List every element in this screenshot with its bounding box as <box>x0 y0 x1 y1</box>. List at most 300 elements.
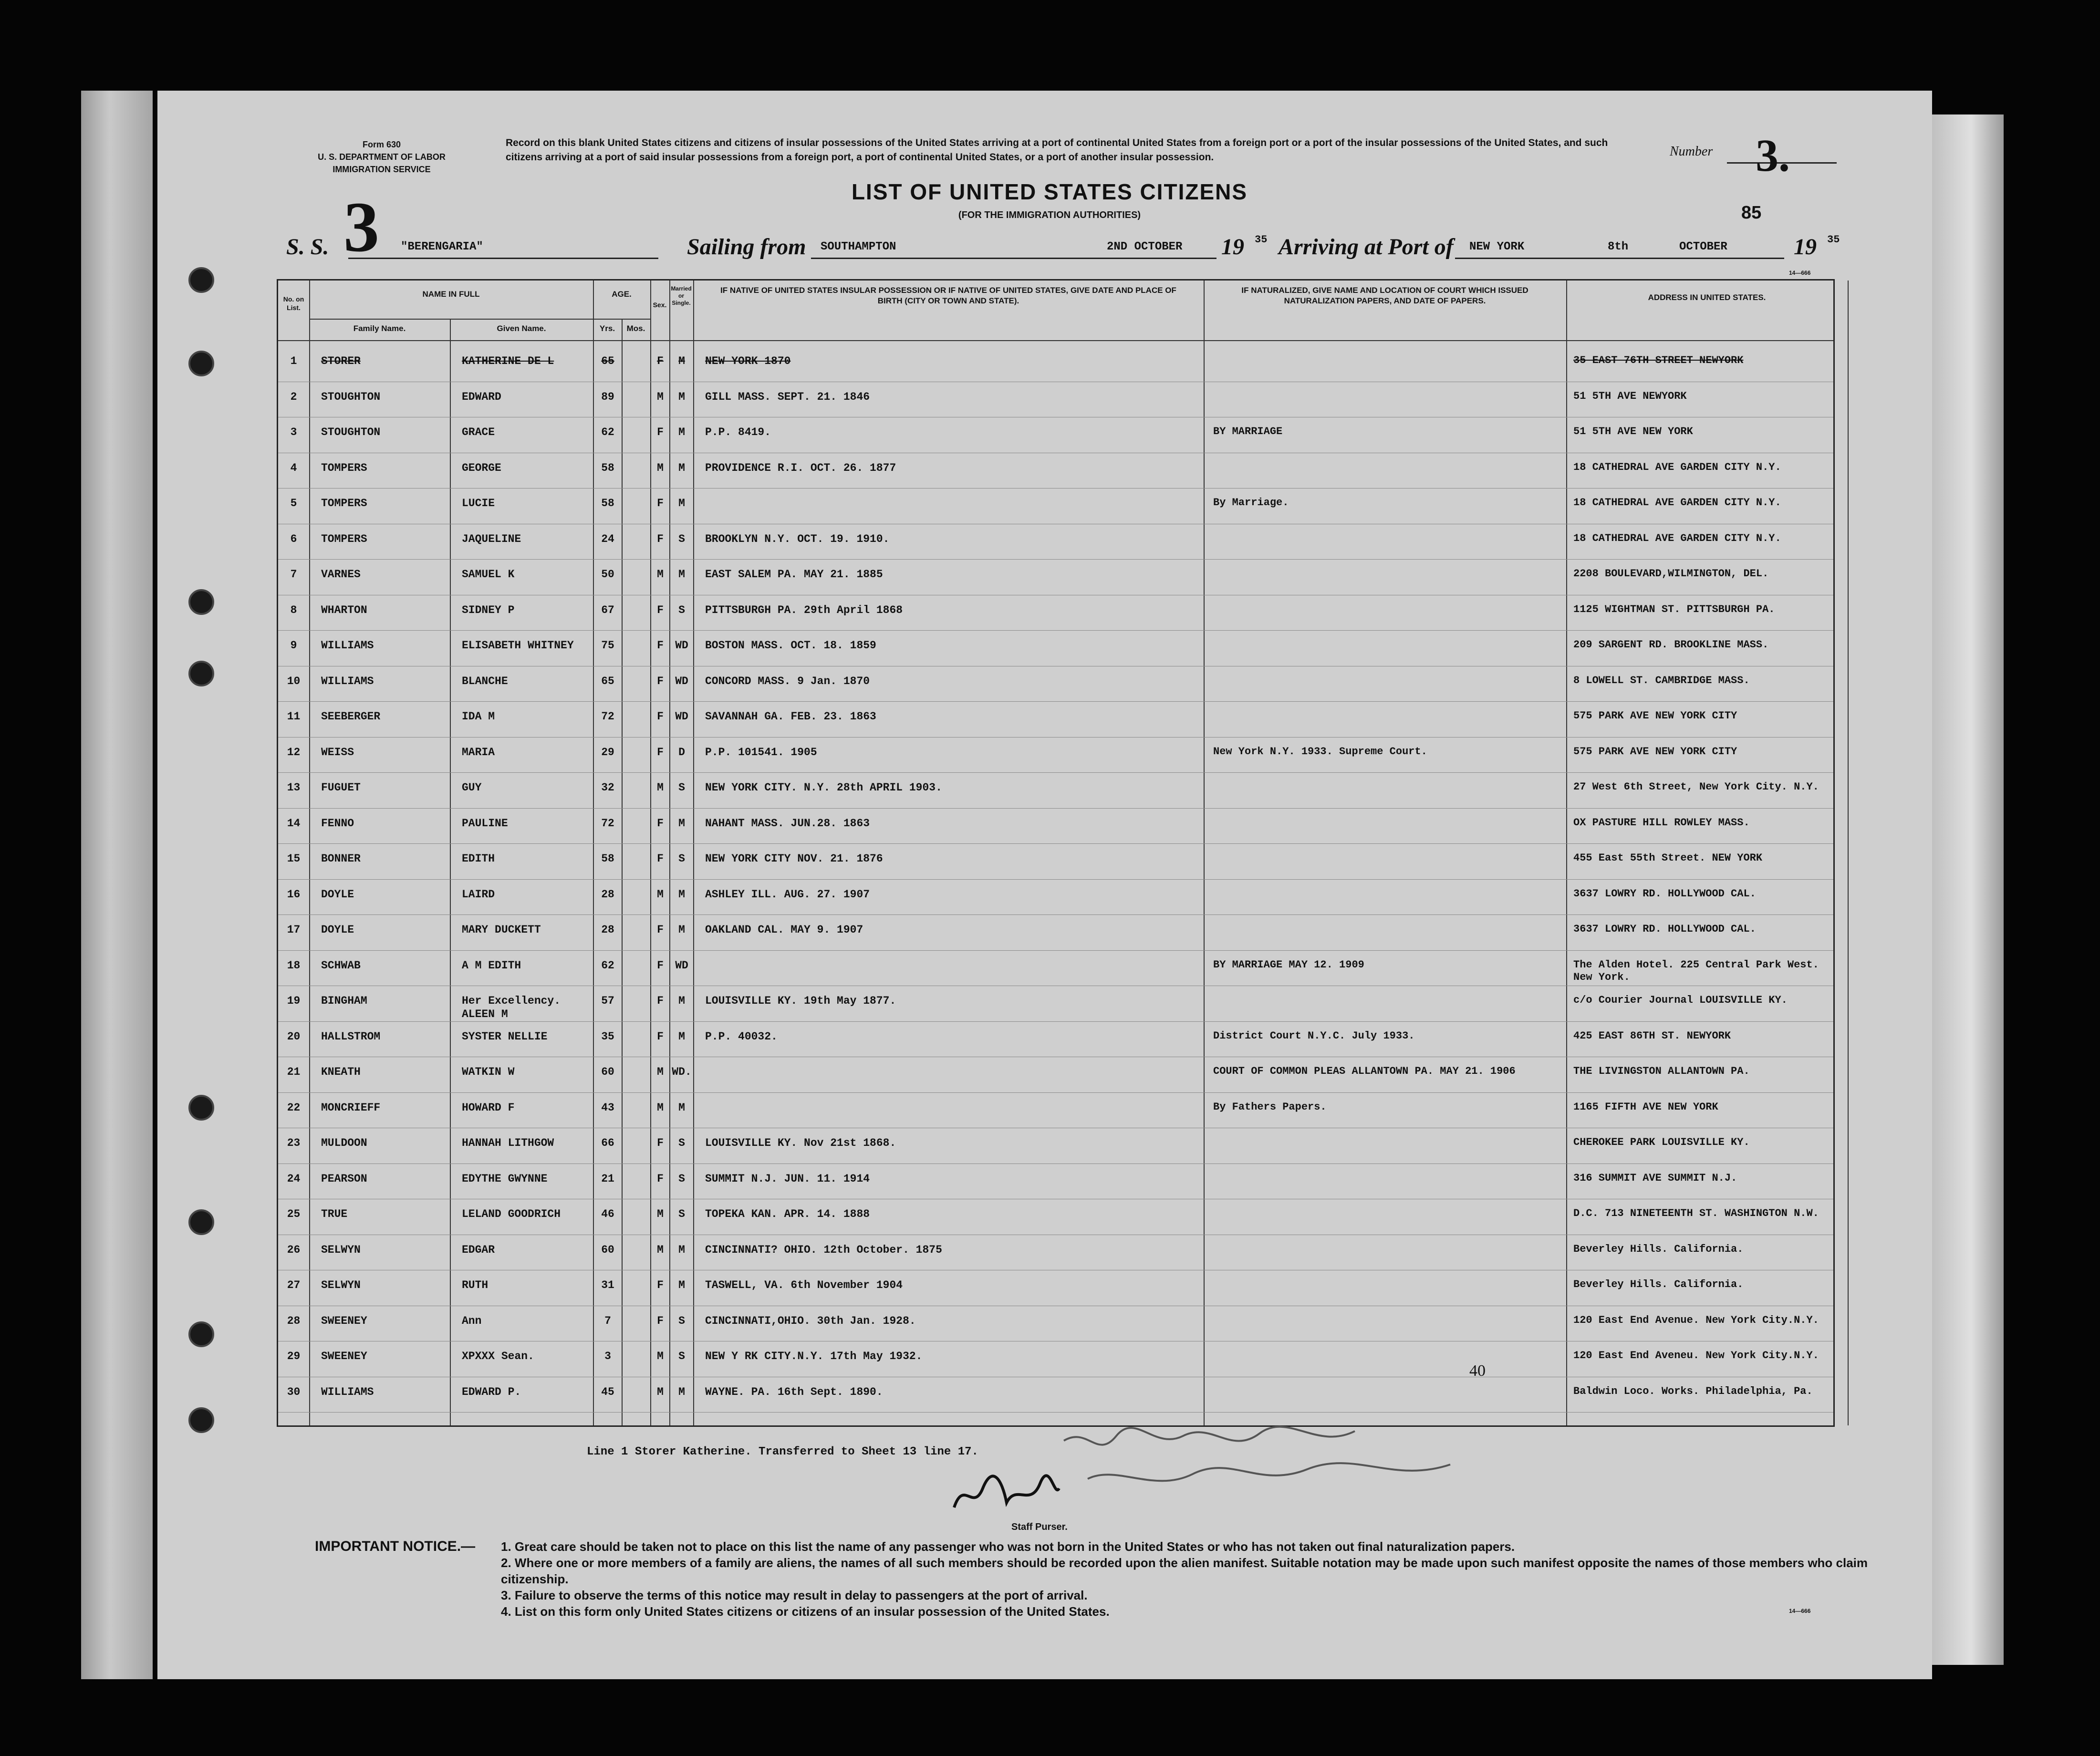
cell-given: LELAND GOODRICH <box>462 1208 561 1220</box>
col-marital: Married or Single. <box>671 285 692 306</box>
cell-birth: LOUISVILLE KY. Nov 21st 1868. <box>705 1137 896 1149</box>
cell-family: SELWYN <box>321 1243 361 1256</box>
binder-hole <box>188 1095 214 1121</box>
cell-sex: F <box>657 746 664 759</box>
cell-given: KATHERINE DE L <box>462 355 554 367</box>
col-no: No. on List. <box>283 295 304 312</box>
cell-addr: 35 EAST 76TH STREET NEWYORK <box>1573 354 1744 366</box>
cell-birth: P.P. 40032. <box>705 1030 778 1043</box>
ship-underline <box>348 258 658 259</box>
cell-yrs: 72 <box>601 817 614 830</box>
cell-yrs: 65 <box>601 675 614 687</box>
cell-addr: 3637 LOWRY RD. HOLLYWOOD CAL. <box>1573 887 1756 900</box>
cell-no: 18 <box>287 959 301 972</box>
cell-birth: CINCINNATI? OHIO. 12th October. 1875 <box>705 1243 942 1256</box>
cell-family: VARNES <box>321 568 361 581</box>
sailing-year: 35 <box>1255 234 1268 246</box>
binder-hole <box>188 1407 214 1433</box>
col-address: ADDRESS IN UNITED STATES. <box>1648 293 1766 302</box>
margin-mark: 40 <box>1469 1362 1486 1380</box>
cell-no: 25 <box>287 1208 301 1220</box>
cell-sex: F <box>657 355 664 367</box>
cell-yrs: 62 <box>601 959 614 972</box>
cell-no: 9 <box>290 639 297 652</box>
sailing-port-underline <box>811 258 1097 259</box>
cell-yrs: 65 <box>601 355 614 367</box>
cell-nat: New York N.Y. 1933. Supreme Court. <box>1213 745 1427 758</box>
cell-birth: GILL MASS. SEPT. 21. 1846 <box>705 390 870 403</box>
cell-ms: M <box>678 390 685 403</box>
print-code-top: 14—666 <box>1789 270 1811 276</box>
cell-ms: M <box>678 1243 685 1256</box>
row-rule <box>278 1412 1833 1413</box>
binder-hole <box>188 1209 214 1235</box>
cell-addr: 209 SARGENT RD. BROOKLINE MASS. <box>1573 639 1769 651</box>
service-name: IMMIGRATION SERVICE <box>333 165 431 174</box>
cell-ms: WD <box>675 710 688 723</box>
cell-yrs: 60 <box>601 1066 614 1078</box>
cell-sex: F <box>657 1030 664 1043</box>
cell-birth: NEW YORK CITY NOV. 21. 1876 <box>705 852 883 865</box>
cell-no: 21 <box>287 1066 301 1078</box>
cell-family: WEISS <box>321 746 354 759</box>
cell-no: 10 <box>287 675 301 687</box>
cell-no: 6 <box>290 532 297 545</box>
cell-birth: PITTSBURGH PA. 29th April 1868 <box>705 603 903 616</box>
cell-yrs: 62 <box>601 426 614 438</box>
cell-given: EDITH <box>462 852 495 865</box>
cell-given: RUTH <box>462 1279 489 1291</box>
binder-hole <box>188 661 214 686</box>
cell-addr: D.C. 713 NINETEENTH ST. WASHINGTON N.W. <box>1573 1207 1819 1219</box>
cell-yrs: 35 <box>601 1030 614 1043</box>
cell-sex: M <box>657 1385 664 1398</box>
row-rule <box>278 950 1833 951</box>
cell-sex: M <box>657 568 664 581</box>
cell-birth: CINCINNATI,OHIO. 30th Jan. 1928. <box>705 1314 916 1327</box>
cell-ms: S <box>678 852 685 865</box>
cell-family: DOYLE <box>321 888 354 901</box>
cell-sex: F <box>657 817 664 830</box>
cell-nat: BY MARRIAGE <box>1213 426 1283 437</box>
cell-addr: 1125 WIGHTMAN ST. PITTSBURGH PA. <box>1573 603 1775 615</box>
cell-yrs: 75 <box>601 639 614 652</box>
cell-birth: BROOKLYN N.Y. OCT. 19. 1910. <box>705 532 890 545</box>
page-title: LIST OF UNITED STATES CITIZENS <box>851 179 1248 204</box>
cell-given: IDA M <box>462 710 495 723</box>
cell-no: 19 <box>287 995 301 1007</box>
cell-given: MARIA <box>462 746 495 759</box>
cell-addr: 1165 FIFTH AVE NEW YORK <box>1573 1101 1718 1113</box>
handwritten-signature <box>1059 1422 1469 1503</box>
cell-sex: F <box>657 532 664 545</box>
cell-yrs: 43 <box>601 1101 614 1114</box>
cell-sex: F <box>657 959 664 972</box>
header-divider <box>278 340 1833 341</box>
arriving-year: 35 <box>1827 234 1840 246</box>
cell-yrs: 31 <box>601 1279 614 1291</box>
cell-birth: SAVANNAH GA. FEB. 23. 1863 <box>705 710 876 723</box>
cell-addr: 18 CATHEDRAL AVE GARDEN CITY N.Y. <box>1573 497 1781 509</box>
notice-item: 3. Failure to observe the terms of this notice may result in delay to passengers at the port of arrival. <box>501 1588 1088 1602</box>
cell-nat: District Court N.Y.C. July 1933. <box>1213 1029 1415 1042</box>
ship-name: "BERENGARIA" <box>401 240 483 253</box>
cell-given: SIDNEY P <box>462 603 515 616</box>
cell-ms: D <box>678 746 685 759</box>
cell-addr: 425 EAST 86TH ST. NEWYORK <box>1573 1029 1731 1042</box>
cell-birth: TASWELL, VA. 6th November 1904 <box>705 1279 903 1291</box>
cell-family: BONNER <box>321 852 361 865</box>
cell-yrs: 29 <box>601 746 614 759</box>
notice-item: 2. Where one or more members of a family are aliens, the names of all such members should be recorded upon the alien manifest. Suitable notation may be made upon such manifest opposite the names of those members who claim citizenship. <box>501 1556 1868 1586</box>
cell-addr: 455 East 55th Street. NEW YORK <box>1573 852 1763 864</box>
cell-birth: ASHLEY ILL. AUG. 27. 1907 <box>705 888 870 901</box>
cell-ms: M <box>678 355 685 367</box>
cell-ms: M <box>678 426 685 438</box>
cell-family: WILLIAMS <box>321 639 374 652</box>
cell-birth: NAHANT MASS. JUN.28. 1863 <box>705 817 870 830</box>
cell-yrs: 28 <box>601 888 614 901</box>
cell-ms: S <box>678 1137 685 1149</box>
cell-family: FUGUET <box>321 781 361 794</box>
cell-no: 14 <box>287 817 301 830</box>
cell-addr: 3637 LOWRY RD. HOLLYWOOD CAL. <box>1573 923 1756 935</box>
cell-family: STOUGHTON <box>321 426 381 438</box>
col-divider <box>450 319 451 1425</box>
cell-ms: M <box>678 817 685 830</box>
cell-ms: M <box>678 1030 685 1043</box>
cell-addr: 316 SUMMIT AVE SUMMIT N.J. <box>1573 1172 1737 1184</box>
cell-addr: OX PASTURE HILL ROWLEY MASS. <box>1573 816 1750 829</box>
cell-sex: F <box>657 1172 664 1185</box>
cell-yrs: 72 <box>601 710 614 723</box>
col-naturalized: IF NATURALIZED, GIVE NAME AND LOCATION OF COURT WHICH ISSUED NATURALIZATION PAPERS, AND DATE OF PAPERS. <box>1241 286 1528 305</box>
cell-addr: Beverley Hills. California. <box>1573 1243 1744 1255</box>
cell-no: 4 <box>290 461 297 474</box>
binder-hole <box>188 1321 214 1347</box>
cell-yrs: 21 <box>601 1172 614 1185</box>
cell-ms: S <box>678 1208 685 1220</box>
sailing-date: 2ND OCTOBER <box>1107 240 1183 253</box>
cell-yrs: 28 <box>601 924 614 936</box>
cell-yrs: 89 <box>601 390 614 403</box>
cell-family: MONCRIEFF <box>321 1101 381 1114</box>
cell-sex: F <box>657 639 664 652</box>
ss-label: S. S. <box>286 234 329 260</box>
cell-yrs: 67 <box>601 603 614 616</box>
row-rule <box>278 701 1833 702</box>
cell-no: 24 <box>287 1172 301 1185</box>
header-divider <box>309 319 650 320</box>
cell-sex: M <box>657 1243 664 1256</box>
binder-strip <box>81 91 153 1679</box>
cell-no: 23 <box>287 1137 301 1149</box>
transfer-footnote: Line 1 Storer Katherine. Transferred to Sheet 13 line 17. <box>587 1445 978 1458</box>
cell-no: 20 <box>287 1030 301 1043</box>
cell-addr: THE LIVINGSTON ALLANTOWN PA. <box>1573 1065 1750 1077</box>
cell-family: STOUGHTON <box>321 390 381 403</box>
number-label: Number <box>1670 144 1713 159</box>
cell-given: SAMUEL K <box>462 568 515 581</box>
cell-sex: M <box>657 1350 664 1362</box>
cell-ms: S <box>678 1314 685 1327</box>
cell-family: BINGHAM <box>321 995 367 1007</box>
cell-no: 15 <box>287 852 301 865</box>
cell-family: WILLIAMS <box>321 675 374 687</box>
cell-given: MARY DUCKETT <box>462 924 541 936</box>
cell-ms: M <box>678 1279 685 1291</box>
stamp-number: 85 <box>1741 203 1762 223</box>
cell-sex: F <box>657 603 664 616</box>
cell-sex: F <box>657 924 664 936</box>
cell-family: TOMPERS <box>321 497 367 509</box>
cell-nat: COURT OF COMMON PLEAS ALLANTOWN PA. MAY 21. 1906 <box>1213 1065 1516 1077</box>
arriving-underline <box>1455 258 1784 259</box>
cell-no: 30 <box>287 1385 301 1398</box>
cell-birth: WAYNE. PA. 16th Sept. 1890. <box>705 1385 883 1398</box>
cell-ms: WD <box>675 959 688 972</box>
arriving-year-prefix: 19 <box>1794 234 1817 260</box>
cell-sex: F <box>657 497 664 509</box>
cell-ms: WD <box>675 639 688 652</box>
cell-no: 27 <box>287 1279 301 1291</box>
cell-yrs: 58 <box>601 461 614 474</box>
cell-given: LAIRD <box>462 888 495 901</box>
cell-ms: M <box>678 568 685 581</box>
row-rule <box>278 559 1833 560</box>
cell-yrs: 60 <box>601 1243 614 1256</box>
cell-addr: CHEROKEE PARK LOUISVILLE KY. <box>1573 1136 1750 1148</box>
cell-birth: TOPEKA KAN. APR. 14. 1888 <box>705 1208 870 1220</box>
row-rule <box>278 914 1833 915</box>
cell-birth: LOUISVILLE KY. 19th May 1877. <box>705 995 896 1007</box>
cell-addr: Beverley Hills. California. <box>1573 1278 1744 1290</box>
cell-yrs: 57 <box>601 995 614 1007</box>
cell-yrs: 3 <box>604 1350 611 1362</box>
row-rule <box>278 879 1833 880</box>
cell-no: 16 <box>287 888 301 901</box>
cell-ms: S <box>678 1350 685 1362</box>
cell-family: STORER <box>321 355 361 367</box>
cell-sex: M <box>657 461 664 474</box>
cell-no: 12 <box>287 746 301 759</box>
cell-yrs: 24 <box>601 532 614 545</box>
cell-given: A M EDITH <box>462 959 521 972</box>
cell-sex: F <box>657 675 664 687</box>
cell-given: GEORGE <box>462 461 501 474</box>
record-instructions: Record on this blank United States citizens and citizens of insular possessions of the United States arriving at a port of continental United States from a foreign port or a port of the insular possessions of the United States, and such citizens arriving at a port of said insular possessions from a foreign port, a port of continental United States, or a port of another insular possession. <box>506 137 1608 163</box>
cell-family: PEARSON <box>321 1172 367 1185</box>
cell-birth: CONCORD MASS. 9 Jan. 1870 <box>705 675 870 687</box>
cell-family: TOMPERS <box>321 461 367 474</box>
notice-item: 4. List on this form only United States citizens or citizens of an insular possession of the United States. <box>501 1604 1110 1619</box>
cell-family: HALLSTROM <box>321 1030 381 1043</box>
cell-family: SELWYN <box>321 1279 361 1291</box>
form-number-block <box>305 138 458 176</box>
cell-given: HOWARD F <box>462 1101 515 1114</box>
arriving-port: NEW YORK <box>1469 240 1525 253</box>
cell-birth: NEW YORK 1870 <box>705 355 791 367</box>
cell-sex: F <box>657 1314 664 1327</box>
row-rule <box>278 737 1833 738</box>
voyage-line <box>286 234 1861 267</box>
cell-sex: M <box>657 888 664 901</box>
citizens-table <box>277 279 1835 1427</box>
cell-given: LUCIE <box>462 497 495 509</box>
cell-sex: M <box>657 781 664 794</box>
cell-yrs: 50 <box>601 568 614 581</box>
cell-sex: F <box>657 995 664 1007</box>
col-years: Yrs. <box>599 324 615 333</box>
cell-no: 5 <box>290 497 297 509</box>
notice-item: 1. Great care should be taken not to place on this list the name of any passenger who was not born in the United States or who has not taken out final naturalization papers. <box>501 1539 1515 1554</box>
cell-no: 1 <box>290 355 297 367</box>
cell-sex: F <box>657 426 664 438</box>
cell-addr: 120 East End Aveneu. New York City.N.Y. <box>1573 1350 1819 1361</box>
cell-no: 11 <box>287 710 301 723</box>
cell-given: Ann <box>462 1314 482 1327</box>
row-rule <box>278 843 1833 844</box>
page-subtitle: (FOR THE IMMIGRATION AUTHORITIES) <box>958 210 1141 220</box>
print-code-bottom: 14—666 <box>1789 1608 1811 1614</box>
cell-ms: S <box>678 532 685 545</box>
cell-no: 8 <box>290 603 297 616</box>
cell-given: JAQUELINE <box>462 532 521 545</box>
cell-family: DOYLE <box>321 924 354 936</box>
purser-signature <box>949 1469 1064 1522</box>
cell-yrs: 66 <box>601 1137 614 1149</box>
row-rule <box>278 1021 1833 1022</box>
arriving-label: Arriving at Port of <box>1279 234 1454 260</box>
cell-given: ELISABETH WHITNEY <box>462 639 574 652</box>
cell-birth: P.P. 8419. <box>705 426 771 438</box>
cell-addr: 8 LOWELL ST. CAMBRIDGE MASS. <box>1573 674 1750 686</box>
cell-family: SCHWAB <box>321 959 361 972</box>
cell-family: WILLIAMS <box>321 1385 374 1398</box>
cell-given: EDWARD <box>462 390 501 403</box>
binder-hole <box>188 351 214 376</box>
notice-label: IMPORTANT NOTICE.— <box>315 1538 476 1554</box>
cell-given: GRACE <box>462 426 495 438</box>
cell-family: SWEENEY <box>321 1350 367 1362</box>
cell-addr: The Alden Hotel. 225 Central Park West. New York. <box>1573 958 1819 983</box>
list-number: 3. <box>1756 130 1790 181</box>
col-divider <box>622 319 623 1425</box>
cell-addr: Baldwin Loco. Works. Philadelphia, Pa. <box>1573 1385 1813 1397</box>
cell-family: SWEENEY <box>321 1314 367 1327</box>
cell-yrs: 46 <box>601 1208 614 1220</box>
row-rule <box>278 1092 1833 1093</box>
cell-yrs: 58 <box>601 852 614 865</box>
cell-addr: 18 CATHEDRAL AVE GARDEN CITY N.Y. <box>1573 532 1781 544</box>
cell-yrs: 32 <box>601 781 614 794</box>
cell-sex: M <box>657 390 664 403</box>
cell-addr: 575 PARK AVE NEW YORK CITY <box>1573 745 1737 758</box>
cell-given: Her Excellency. ALEEN M <box>462 995 561 1020</box>
cell-ms: M <box>678 924 685 936</box>
cell-addr: 51 5TH AVE NEWYORK <box>1573 390 1687 402</box>
cell-ms: WD. <box>672 1066 692 1078</box>
form-number: Form 630 <box>362 140 401 149</box>
row-rule <box>278 808 1833 809</box>
col-months: Mos. <box>626 324 645 333</box>
cell-sex: F <box>657 852 664 865</box>
col-birth: IF NATIVE OF UNITED STATES INSULAR POSSESSION OR IF NATIVE OF UNITED STATES, GIVE DATE AND PLACE OF BIRTH (CITY OR TOWN AND STATE). <box>720 286 1176 305</box>
underlying-sheet <box>1923 114 2004 1665</box>
col-given-name: Given Name. <box>497 324 546 333</box>
sailing-from-label: Sailing from <box>687 234 806 260</box>
cell-sex: M <box>657 1066 664 1078</box>
cell-nat: By Fathers Papers. <box>1213 1101 1327 1113</box>
cell-no: 28 <box>287 1314 301 1327</box>
cell-family: FENNO <box>321 817 354 830</box>
sailing-date-underline <box>1097 258 1216 259</box>
cell-nat: BY MARRIAGE MAY 12. 1909 <box>1213 958 1364 971</box>
col-age: AGE. <box>612 290 632 299</box>
cell-family: TOMPERS <box>321 532 367 545</box>
cell-no: 26 <box>287 1243 301 1256</box>
cell-addr: 120 East End Avenue. New York City.N.Y. <box>1573 1314 1819 1326</box>
cell-given: BLANCHE <box>462 675 508 687</box>
cell-yrs: 45 <box>601 1385 614 1398</box>
col-sex: Sex. <box>653 301 667 309</box>
cell-addr: 575 PARK AVE NEW YORK CITY <box>1573 710 1737 722</box>
cell-sex: F <box>657 1279 664 1291</box>
cell-addr: 51 5TH AVE NEW YORK <box>1573 426 1693 437</box>
binder-hole <box>188 267 214 293</box>
cell-given: HANNAH LITHGOW <box>462 1137 554 1149</box>
cell-birth: OAKLAND CAL. MAY 9. 1907 <box>705 924 863 936</box>
cell-ms: M <box>678 1101 685 1114</box>
cell-given: WATKIN W <box>462 1066 515 1078</box>
cell-family: TRUE <box>321 1208 348 1220</box>
cell-addr: 18 CATHEDRAL AVE GARDEN CITY N.Y. <box>1573 461 1781 473</box>
cell-ms: M <box>678 461 685 474</box>
arriving-day: 8th <box>1608 240 1629 253</box>
cell-given: EDWARD P. <box>462 1385 521 1398</box>
cell-birth: SUMMIT N.J. JUN. 11. 1914 <box>705 1172 870 1185</box>
cell-no: 17 <box>287 924 301 936</box>
cell-family: KNEATH <box>321 1066 361 1078</box>
cell-sex: F <box>657 1137 664 1149</box>
cell-family: WHARTON <box>321 603 367 616</box>
notice-items <box>501 1538 1884 1620</box>
cell-ms: S <box>678 781 685 794</box>
cell-addr: c/o Courier Journal LOUISVILLE KY. <box>1573 994 1788 1006</box>
cell-birth: BOSTON MASS. OCT. 18. 1859 <box>705 639 876 652</box>
cell-no: 22 <box>287 1101 301 1114</box>
cell-family: SEEBERGER <box>321 710 381 723</box>
arriving-month: OCTOBER <box>1679 240 1727 253</box>
cell-given: EDYTHE GWYNNE <box>462 1172 548 1185</box>
col-family-name: Family Name. <box>353 324 406 333</box>
cell-sex: M <box>657 1101 664 1114</box>
col-name-in-full: NAME IN FULL <box>422 290 480 299</box>
cell-ms: M <box>678 1385 685 1398</box>
col-divider <box>1848 281 1849 1425</box>
cell-no: 13 <box>287 781 301 794</box>
cell-given: GUY <box>462 781 482 794</box>
row-rule <box>278 772 1833 773</box>
cell-ms: M <box>678 995 685 1007</box>
staff-purser-label: Staff Purser. <box>1011 1522 1068 1532</box>
sheet-mark: 3 <box>343 187 379 267</box>
binder-hole <box>188 589 214 615</box>
cell-given: SYSTER NELLIE <box>462 1030 548 1043</box>
row-rule <box>278 630 1833 631</box>
cell-yrs: 7 <box>604 1314 611 1327</box>
cell-birth: PROVIDENCE R.I. OCT. 26. 1877 <box>705 461 896 474</box>
